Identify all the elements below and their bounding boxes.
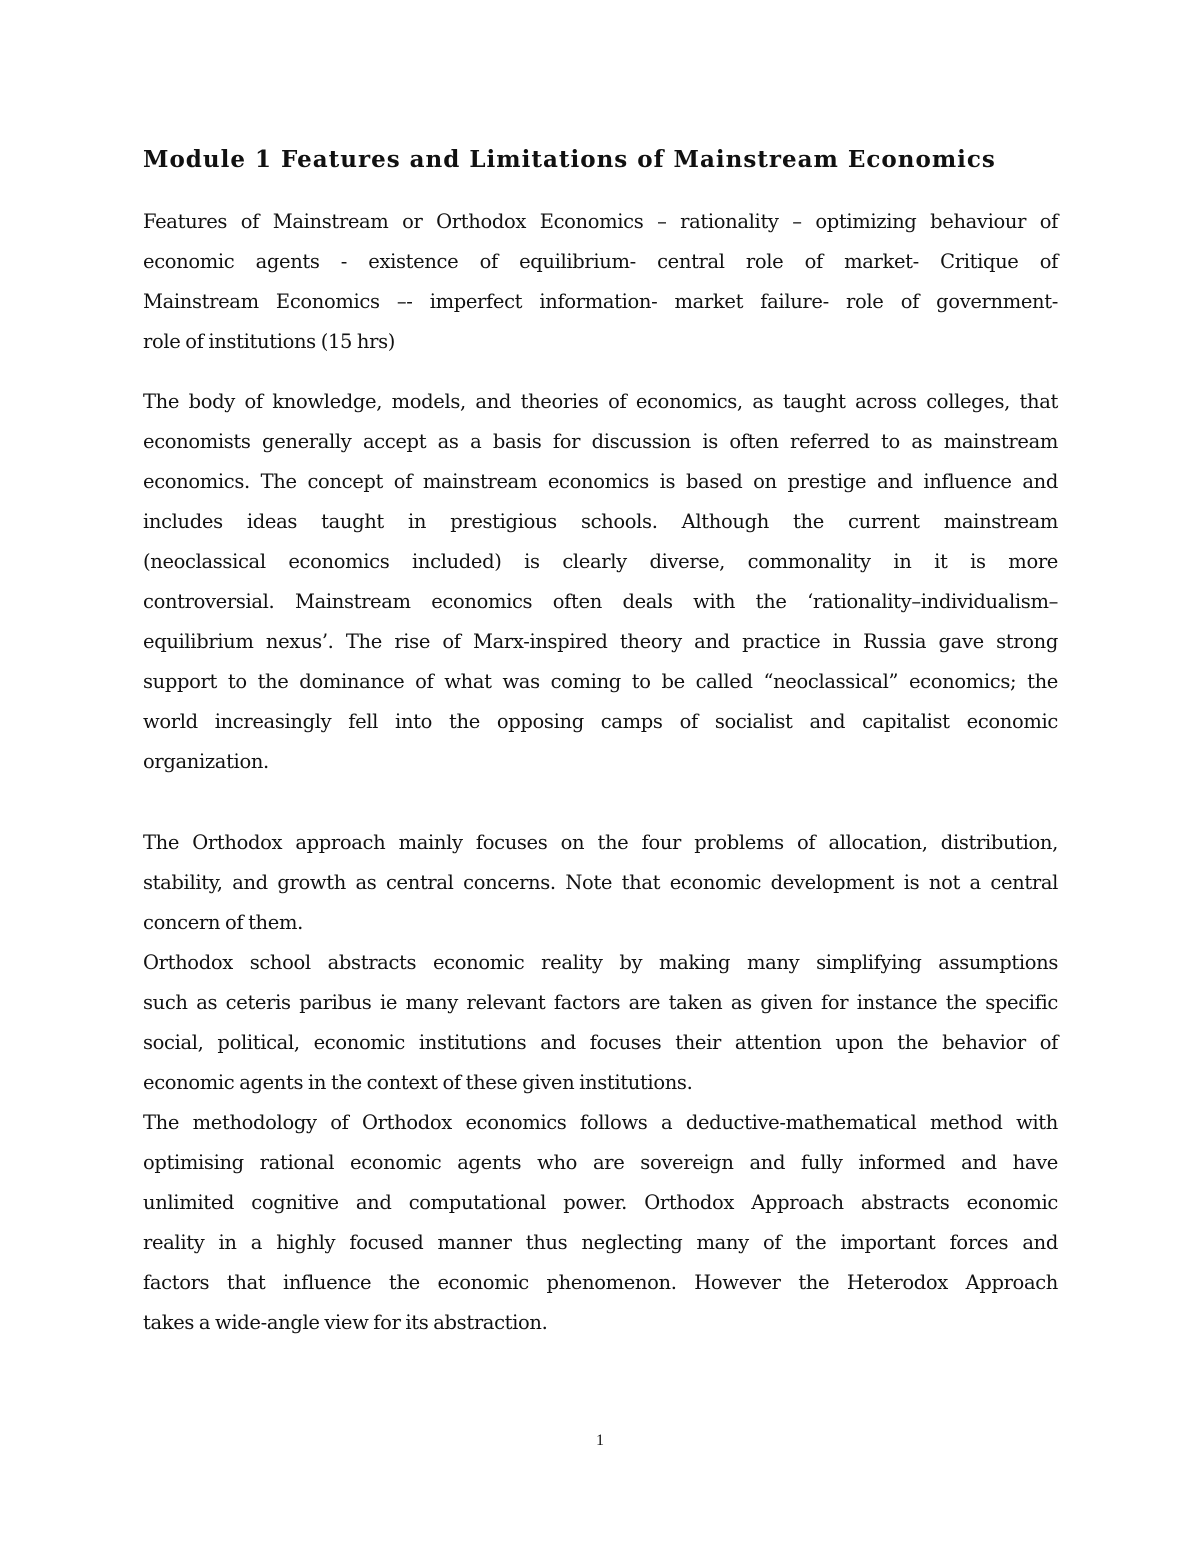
module-title: Module 1 Features and Limitations of Mainstream Economics xyxy=(143,146,996,173)
text-line: stability, and growth as central concerns. Note that economic development is not a central xyxy=(143,871,1058,894)
mainstream-definition-paragraph xyxy=(143,382,1058,782)
text-line: controversial. Mainstream economics often deals with the ‘rationality–individualism– xyxy=(143,590,1058,613)
text-line: The methodology of Orthodox economics follows a deductive-mathematical method with xyxy=(143,1111,1058,1134)
text-line: support to the dominance of what was coming to be called “neoclassical” economics; the xyxy=(143,670,1058,693)
text-line: Mainstream Economics –- imperfect information- market failure- role of government- xyxy=(143,290,1058,313)
syllabus-paragraph xyxy=(143,202,1058,362)
text-line: (neoclassical economics included) is clearly diverse, commonality in it is more xyxy=(143,550,1058,573)
text-line: equilibrium nexus’. The rise of Marx-inspired theory and practice in Russia gave strong xyxy=(143,630,1058,653)
orthodox-abstraction-paragraph xyxy=(143,943,1058,1103)
text-line: The Orthodox approach mainly focuses on the four problems of allocation, distribution, xyxy=(143,831,1058,854)
text-line: factors that influence the economic phenomenon. However the Heterodox Approach xyxy=(143,1271,1058,1294)
text-line: Features of Mainstream or Orthodox Economics – rationality – optimizing behaviour of xyxy=(143,210,1058,233)
text-line: includes ideas taught in prestigious schools. Although the current mainstream xyxy=(143,510,1058,533)
text-line: social, political, economic institutions and focuses their attention upon the behavior of xyxy=(143,1031,1058,1054)
text-line: such as ceteris paribus ie many relevant factors are taken as given for instance the specific xyxy=(143,991,1058,1014)
text-line: role of institutions (15 hrs) xyxy=(143,330,396,353)
orthodox-focus-paragraph xyxy=(143,823,1058,943)
text-line: world increasingly fell into the opposing camps of socialist and capitalist economic xyxy=(143,710,1058,733)
text-line: Orthodox school abstracts economic reality by making many simplifying assumptions xyxy=(143,951,1058,974)
orthodox-methodology-paragraph xyxy=(143,1103,1058,1343)
text-line: economic agents - existence of equilibrium- central role of market- Critique of xyxy=(143,250,1058,273)
text-line: The body of knowledge, models, and theories of economics, as taught across colleges, that xyxy=(143,390,1058,413)
text-line: economic agents in the context of these given institutions. xyxy=(143,1071,693,1094)
text-line: unlimited cognitive and computational power. Orthodox Approach abstracts economic xyxy=(143,1191,1058,1214)
text-line: economists generally accept as a basis for discussion is often referred to as mainstream xyxy=(143,430,1058,453)
text-line: organization. xyxy=(143,750,269,773)
text-line: optimising rational economic agents who are sovereign and fully informed and have xyxy=(143,1151,1058,1174)
text-line: concern of them. xyxy=(143,911,303,934)
text-line: takes a wide-angle view for its abstraction. xyxy=(143,1311,548,1334)
text-line: economics. The concept of mainstream economics is based on prestige and influence and xyxy=(143,470,1058,493)
text-line: reality in a highly focused manner thus neglecting many of the important forces and xyxy=(143,1231,1058,1254)
page-number: 1 xyxy=(596,1432,604,1449)
